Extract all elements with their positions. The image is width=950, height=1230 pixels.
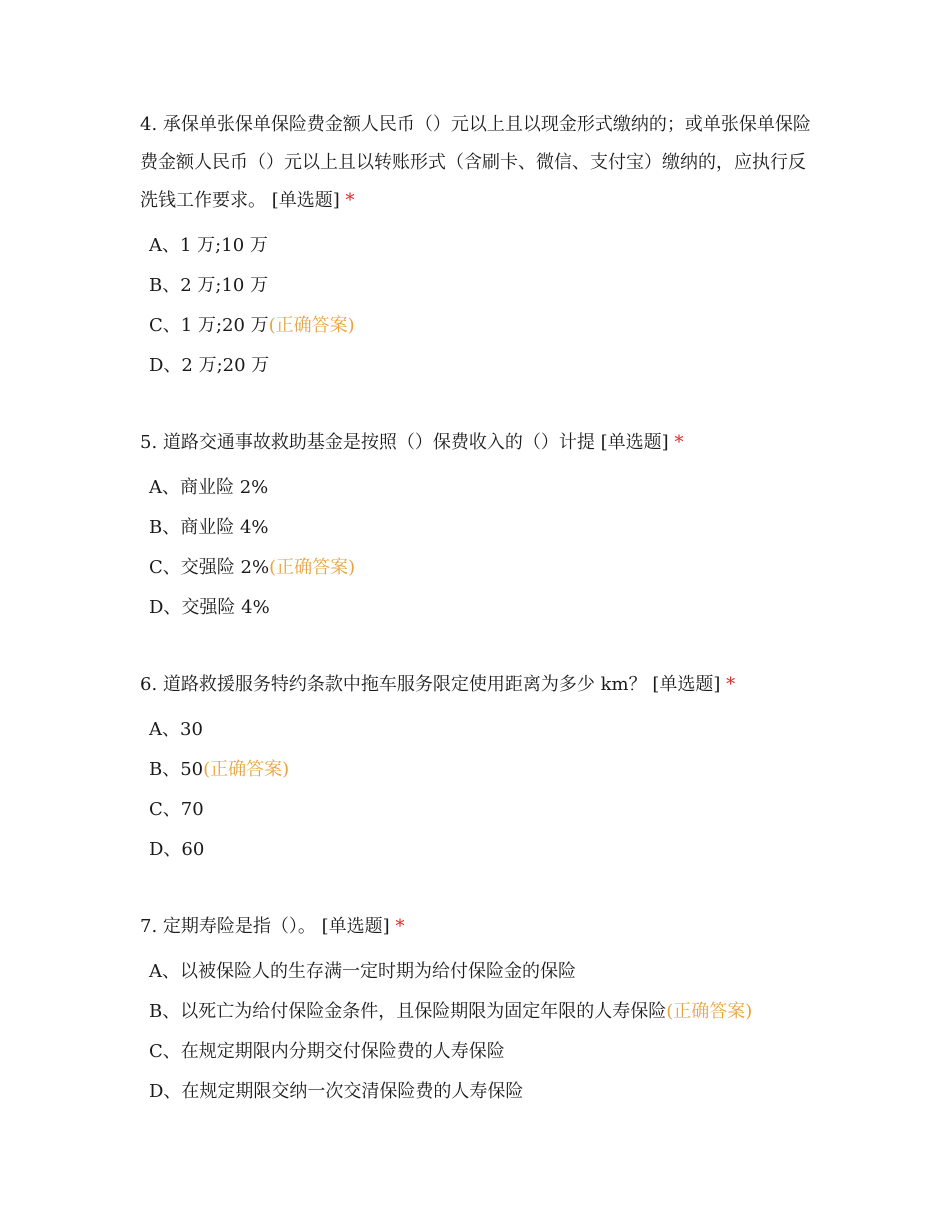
option-d[interactable]: [149, 346, 815, 386]
option-c[interactable]: [149, 306, 815, 346]
correct-answer-label: (正确答案): [269, 557, 356, 578]
option-a[interactable]: [149, 226, 815, 266]
option-text: C、在规定期限内分期交付保险费的人寿保险: [149, 1041, 505, 1062]
option-text: A、1 万;10 万: [149, 235, 268, 256]
option-text: C、交强险 2%: [149, 557, 270, 578]
question-7: [140, 908, 815, 1112]
required-mark: *: [395, 916, 405, 937]
option-c[interactable]: [149, 1032, 815, 1072]
option-text: D、60: [149, 839, 205, 860]
question-text: 定期寿险是指（）。: [162, 916, 316, 937]
option-list: [140, 468, 815, 628]
option-text: A、商业险 2%: [149, 477, 269, 498]
correct-answer-label: (正确答案): [203, 759, 290, 780]
option-c[interactable]: [149, 790, 815, 830]
option-text: B、50: [149, 759, 204, 780]
question-type-tag: [单选题]: [271, 190, 340, 211]
required-mark: *: [674, 432, 684, 453]
option-c[interactable]: [149, 548, 815, 588]
option-b[interactable]: [149, 266, 815, 306]
option-text: A、30: [149, 719, 203, 740]
question-text: 道路交通事故救助基金是按照（）保费收入的（）计提: [162, 432, 595, 453]
option-text: C、1 万;20 万: [149, 315, 269, 336]
correct-answer-label: (正确答案): [268, 315, 355, 336]
option-text: B、以死亡为给付保险金条件，且保险期限为固定年限的人寿保险: [149, 1001, 667, 1022]
question-type-tag: [单选题]: [321, 916, 390, 937]
option-b[interactable]: [149, 750, 815, 790]
option-a[interactable]: [149, 468, 815, 508]
question-title: [140, 106, 815, 220]
question-type-tag: [单选题]: [600, 432, 669, 453]
question-number: 4.: [140, 114, 158, 135]
option-text: B、商业险 4%: [149, 517, 269, 538]
option-text: D、2 万;20 万: [149, 355, 270, 376]
question-number: 5.: [140, 432, 158, 453]
option-d[interactable]: [149, 830, 815, 870]
question-5: [140, 424, 815, 628]
option-text: D、在规定期限交纳一次交清保险费的人寿保险: [149, 1081, 524, 1102]
question-number: 7.: [140, 916, 158, 937]
question-type-tag: [单选题]: [652, 674, 721, 695]
required-mark: *: [345, 190, 355, 211]
option-b[interactable]: [149, 508, 815, 548]
option-a[interactable]: [149, 952, 815, 992]
question-title: [140, 424, 815, 462]
option-text: B、2 万;10 万: [149, 275, 269, 296]
question-title: [140, 908, 815, 946]
question-6: [140, 666, 815, 870]
option-text: D、交强险 4%: [149, 597, 270, 618]
required-mark: *: [726, 674, 736, 695]
question-number: 6.: [140, 674, 158, 695]
question-title: [140, 666, 815, 704]
option-list: [140, 710, 815, 870]
option-d[interactable]: [149, 588, 815, 628]
correct-answer-label: (正确答案): [666, 1001, 753, 1022]
option-a[interactable]: [149, 710, 815, 750]
question-text: 承保单张保单保险费金额人民币（）元以上且以现金形式缴纳的；或单张保单保险费金额人民币（）元以上且以转账形式（含刷卡、微信、支付宝）缴纳的，应执行反洗钱工作要求。: [140, 114, 811, 211]
option-d[interactable]: [149, 1072, 815, 1112]
question-4: [140, 106, 815, 386]
option-text: A、以被保险人的生存满一定时期为给付保险金的保险: [149, 961, 576, 982]
option-list: [140, 226, 815, 386]
option-list: [140, 952, 815, 1112]
option-b[interactable]: [149, 992, 815, 1032]
option-text: C、70: [149, 799, 204, 820]
question-text: 道路救援服务特约条款中拖车服务限定使用距离为多少 km？: [162, 674, 647, 695]
